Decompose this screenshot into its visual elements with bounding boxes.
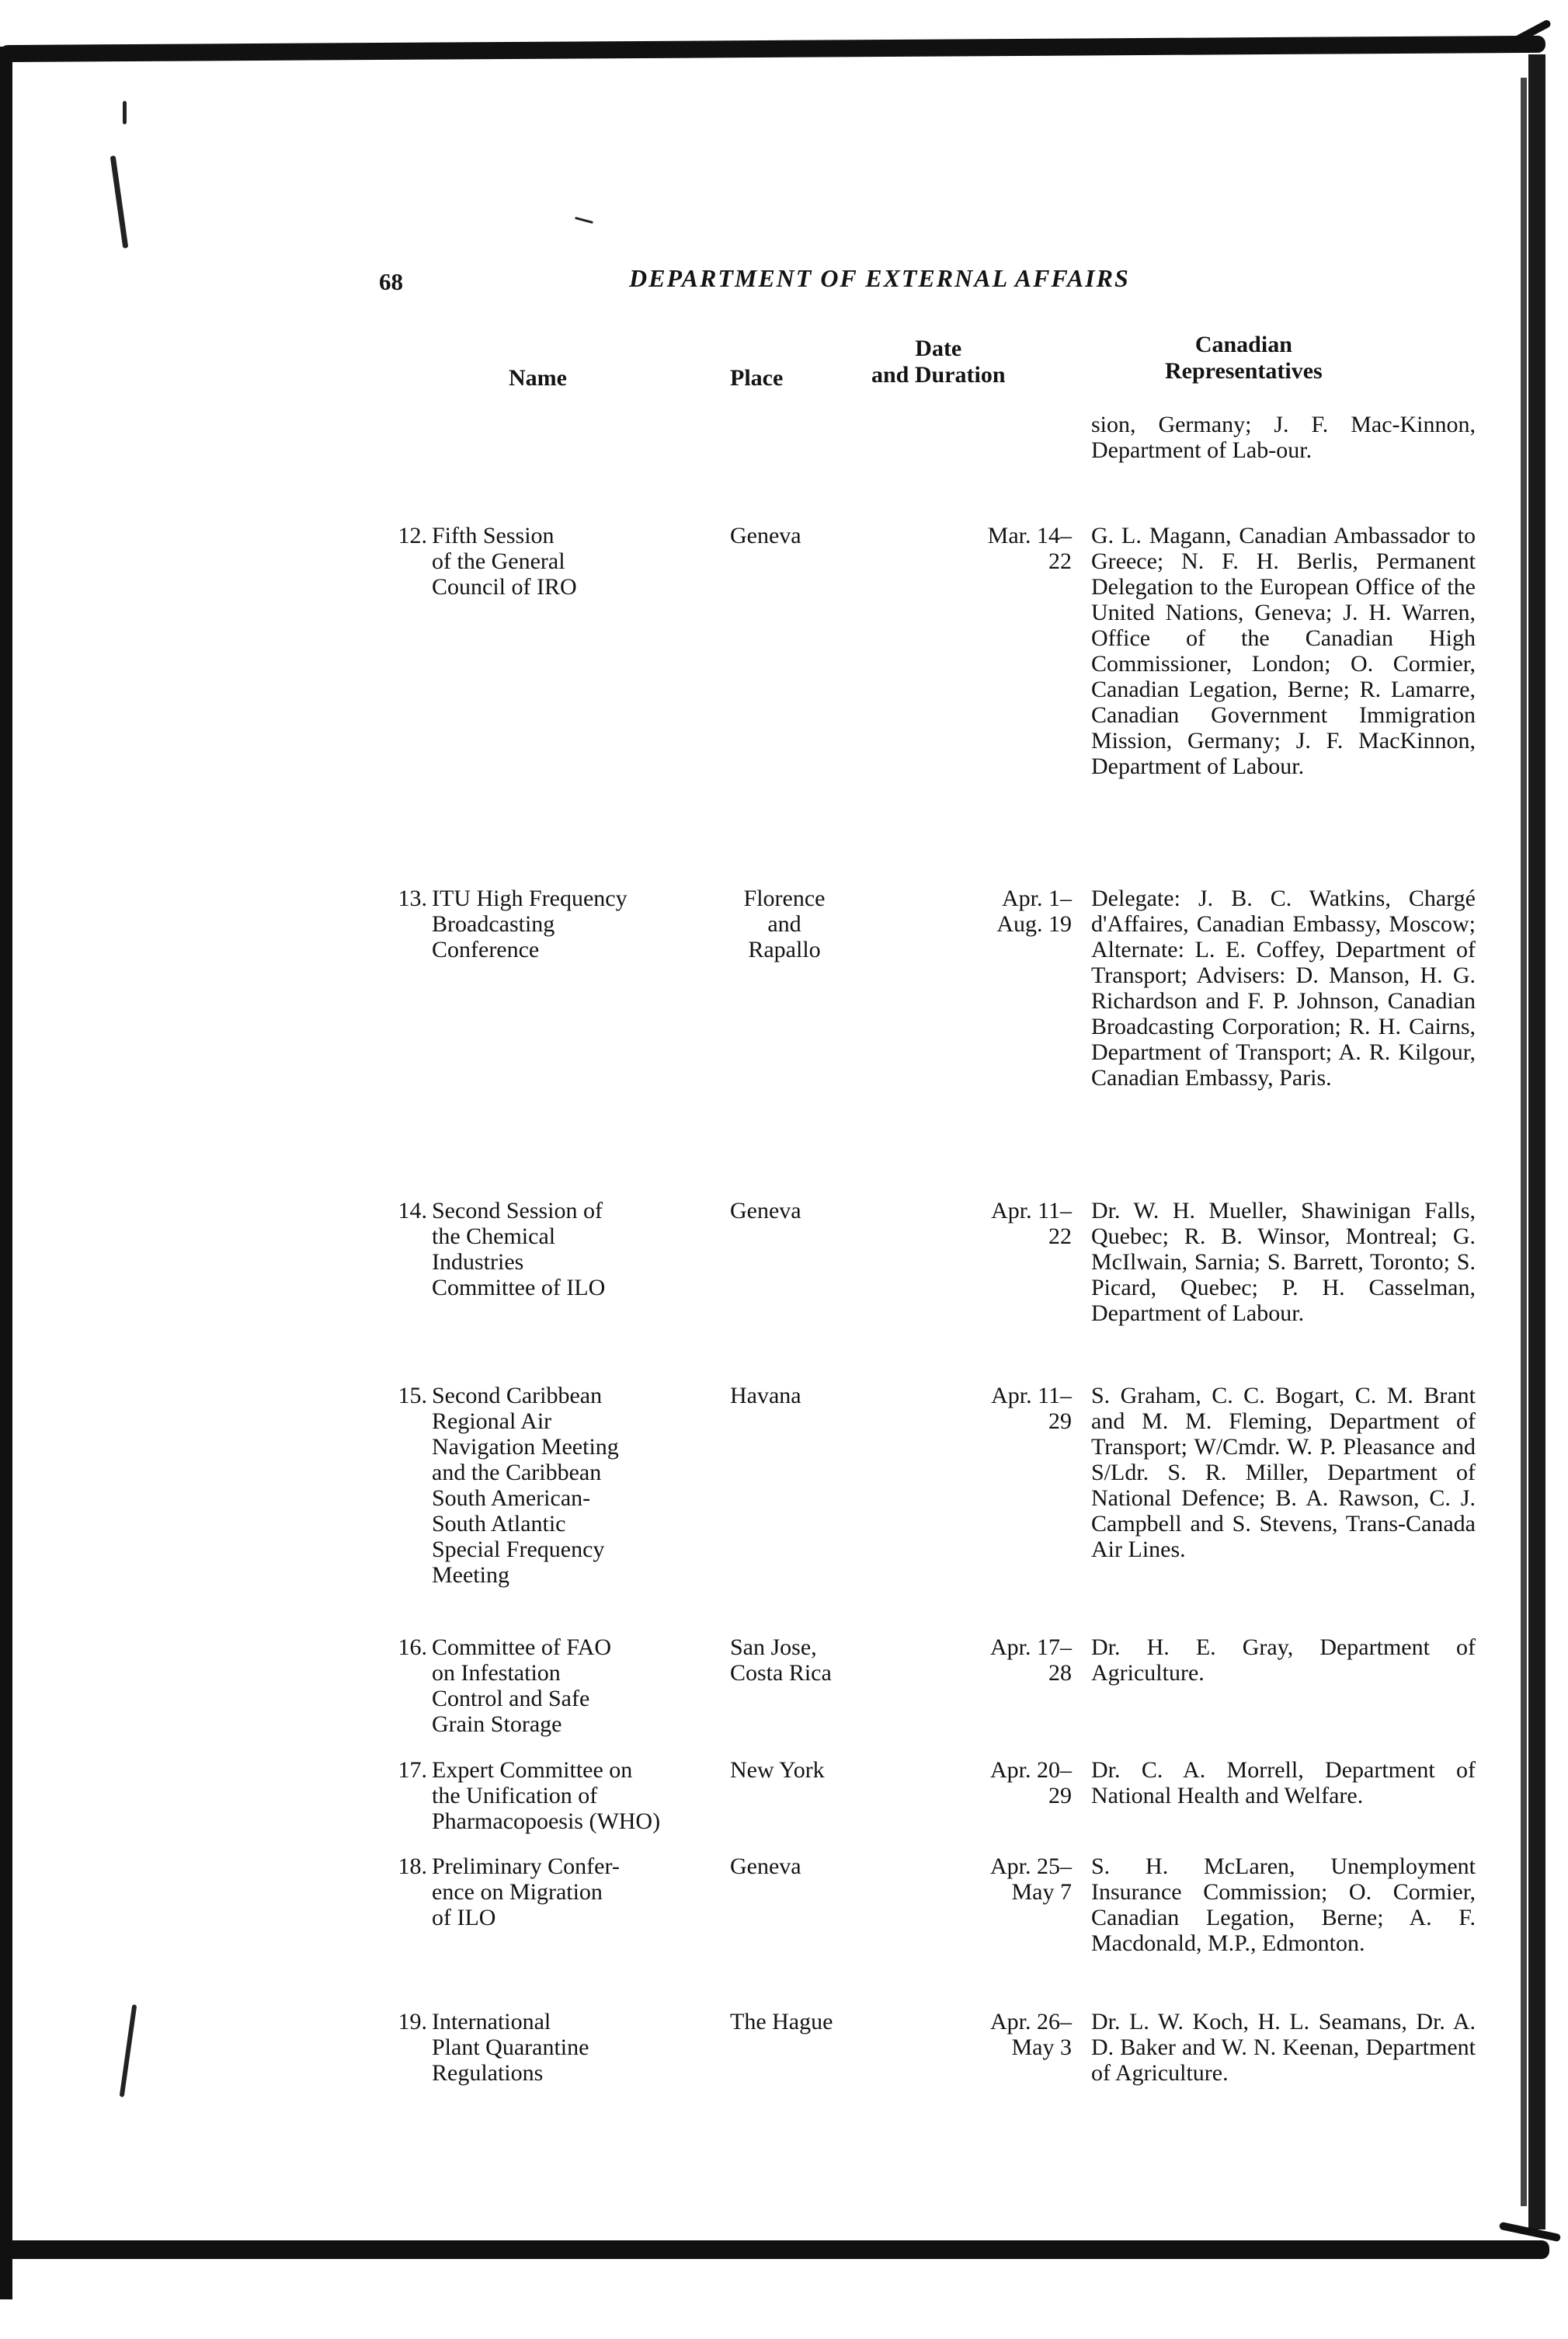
entry-place: Havana <box>730 1383 801 1408</box>
entry-representatives: S. H. McLaren, Unemployment Insurance Commission; O. Cormier, Canadian Legation, Berne; A. F. Macdonald, M.P., Edmonton. <box>1091 1853 1476 1956</box>
column-header-date: Date and Duration <box>871 336 1006 388</box>
entry-representatives: S. Graham, C. C. Bogart, C. M. Brant and M. M. Fleming, Department of Transport; W/Cmdr. W. P. Pleasance and S/Ldr. S. R. Miller, Department of National Defence; B. A. Rawson, C. J. Campbell and S. Stevens, Trans-Canada Air Lines. <box>1091 1383 1476 1562</box>
entry-representatives: Dr. H. E. Gray, Department of Agriculture. <box>1091 1634 1476 1686</box>
entry-date: Apr. 1– Aug. 19 <box>996 886 1072 937</box>
entry-number: 15. <box>398 1383 427 1408</box>
entry-name: ITU High Frequency Broadcasting Conference <box>432 886 628 962</box>
entry-number: 18. <box>398 1853 427 1879</box>
entry-place: San Jose, Costa Rica <box>730 1634 832 1686</box>
margin-speck <box>120 2004 137 2097</box>
scan-border-left <box>0 47 12 2299</box>
entry-name: Fifth Session of the General Council of IRO <box>432 523 577 600</box>
entry-date: Apr. 25– May 7 <box>990 1853 1072 1905</box>
entry-date: Mar. 14– 22 <box>987 523 1072 574</box>
entry-date: Apr. 11– 22 <box>991 1198 1072 1249</box>
entry-date: Apr. 20– 29 <box>990 1757 1072 1808</box>
entry-place: New York <box>730 1757 825 1783</box>
entry-number: 19. <box>398 2009 427 2034</box>
entry-name: Expert Committee on the Unification of Pharmacopoesis (WHO) <box>432 1757 661 1834</box>
entry-name: Preliminary Confer- ence on Migration of ILO <box>432 1853 620 1930</box>
continuation-text: sion, Germany; J. F. Mac-Kinnon, Department of Lab-our. <box>1091 412 1476 463</box>
entry-representatives: Dr. W. H. Mueller, Shawinigan Falls, Quebec; R. B. Winsor, Montreal; G. McIlwain, Sarnia; S. Barrett, Toronto; S. Picard, Quebec; P. H. Casselman, Department of Labour. <box>1091 1198 1476 1326</box>
entry-number: 12. <box>398 523 427 548</box>
scan-border-right <box>1528 54 1545 2229</box>
entry-name: International Plant Quarantine Regulations <box>432 2009 589 2086</box>
entry-number: 13. <box>398 886 427 911</box>
scan-border-right-inner <box>1521 78 1527 2206</box>
margin-speck <box>123 101 127 124</box>
column-header-place: Place <box>730 365 784 391</box>
page-number: 68 <box>379 268 403 295</box>
entry-number: 14. <box>398 1198 427 1223</box>
entry-number: 17. <box>398 1757 427 1783</box>
entry-place: The Hague <box>730 2009 833 2034</box>
margin-speck <box>575 217 593 224</box>
entry-representatives: Dr. L. W. Koch, H. L. Seamans, Dr. A. D. Baker and W. N. Keenan, Department of Agriculture. <box>1091 2009 1476 2086</box>
entry-name: Second Caribbean Regional Air Navigation Meeting and the Caribbean South American- South Atlantic Special Frequency Meeting <box>432 1383 619 1588</box>
column-header-name: Name <box>509 365 567 391</box>
entry-name: Second Session of the Chemical Industries Committee of ILO <box>432 1198 606 1300</box>
column-header-representatives: Canadian Representatives <box>1165 332 1323 384</box>
entry-place: Geneva <box>730 1198 801 1223</box>
entry-place: Florence and Rapallo <box>743 886 826 962</box>
entry-date: Apr. 11– 29 <box>991 1383 1072 1434</box>
entry-place: Geneva <box>730 1853 801 1879</box>
scan-border-top <box>0 36 1545 62</box>
entry-place: Geneva <box>730 523 801 548</box>
entry-representatives: Dr. C. A. Morrell, Department of National Health and Welfare. <box>1091 1757 1476 1808</box>
entry-representatives: G. L. Magann, Canadian Ambassador to Greece; N. F. H. Berlis, Permanent Delegation to the European Office of the United Nations, Geneva; J. H. Warren, Office of the Canadian High Commissioner, London; O. Cormier, Canadian Legation, Berne; R. Lamarre, Canadian Government Immigration Mission, Germany; J. F. MacKinnon, Department of Labour. <box>1091 523 1476 779</box>
scan-border-bottom <box>0 2240 1549 2259</box>
entry-name: Committee of FAO on Infestation Control and Safe Grain Storage <box>432 1634 612 1737</box>
entry-representatives: Delegate: J. B. C. Watkins, Chargé d'Affaires, Canadian Embassy, Moscow; Alternate: L. E. Coffey, Department of Transport; Advisers: D. Manson, H. G. Richardson and F. P. Johnson, Canadian Broadcasting Corporation; R. H. Cairns, Department of Transport; A. R. Kilgour, Canadian Embassy, Paris. <box>1091 886 1476 1091</box>
entry-number: 16. <box>398 1634 427 1660</box>
entry-date: Apr. 26– May 3 <box>990 2009 1072 2060</box>
margin-speck <box>110 155 129 249</box>
running-head: DEPARTMENT OF EXTERNAL AFFAIRS <box>629 264 1130 292</box>
entry-date: Apr. 17– 28 <box>990 1634 1072 1686</box>
